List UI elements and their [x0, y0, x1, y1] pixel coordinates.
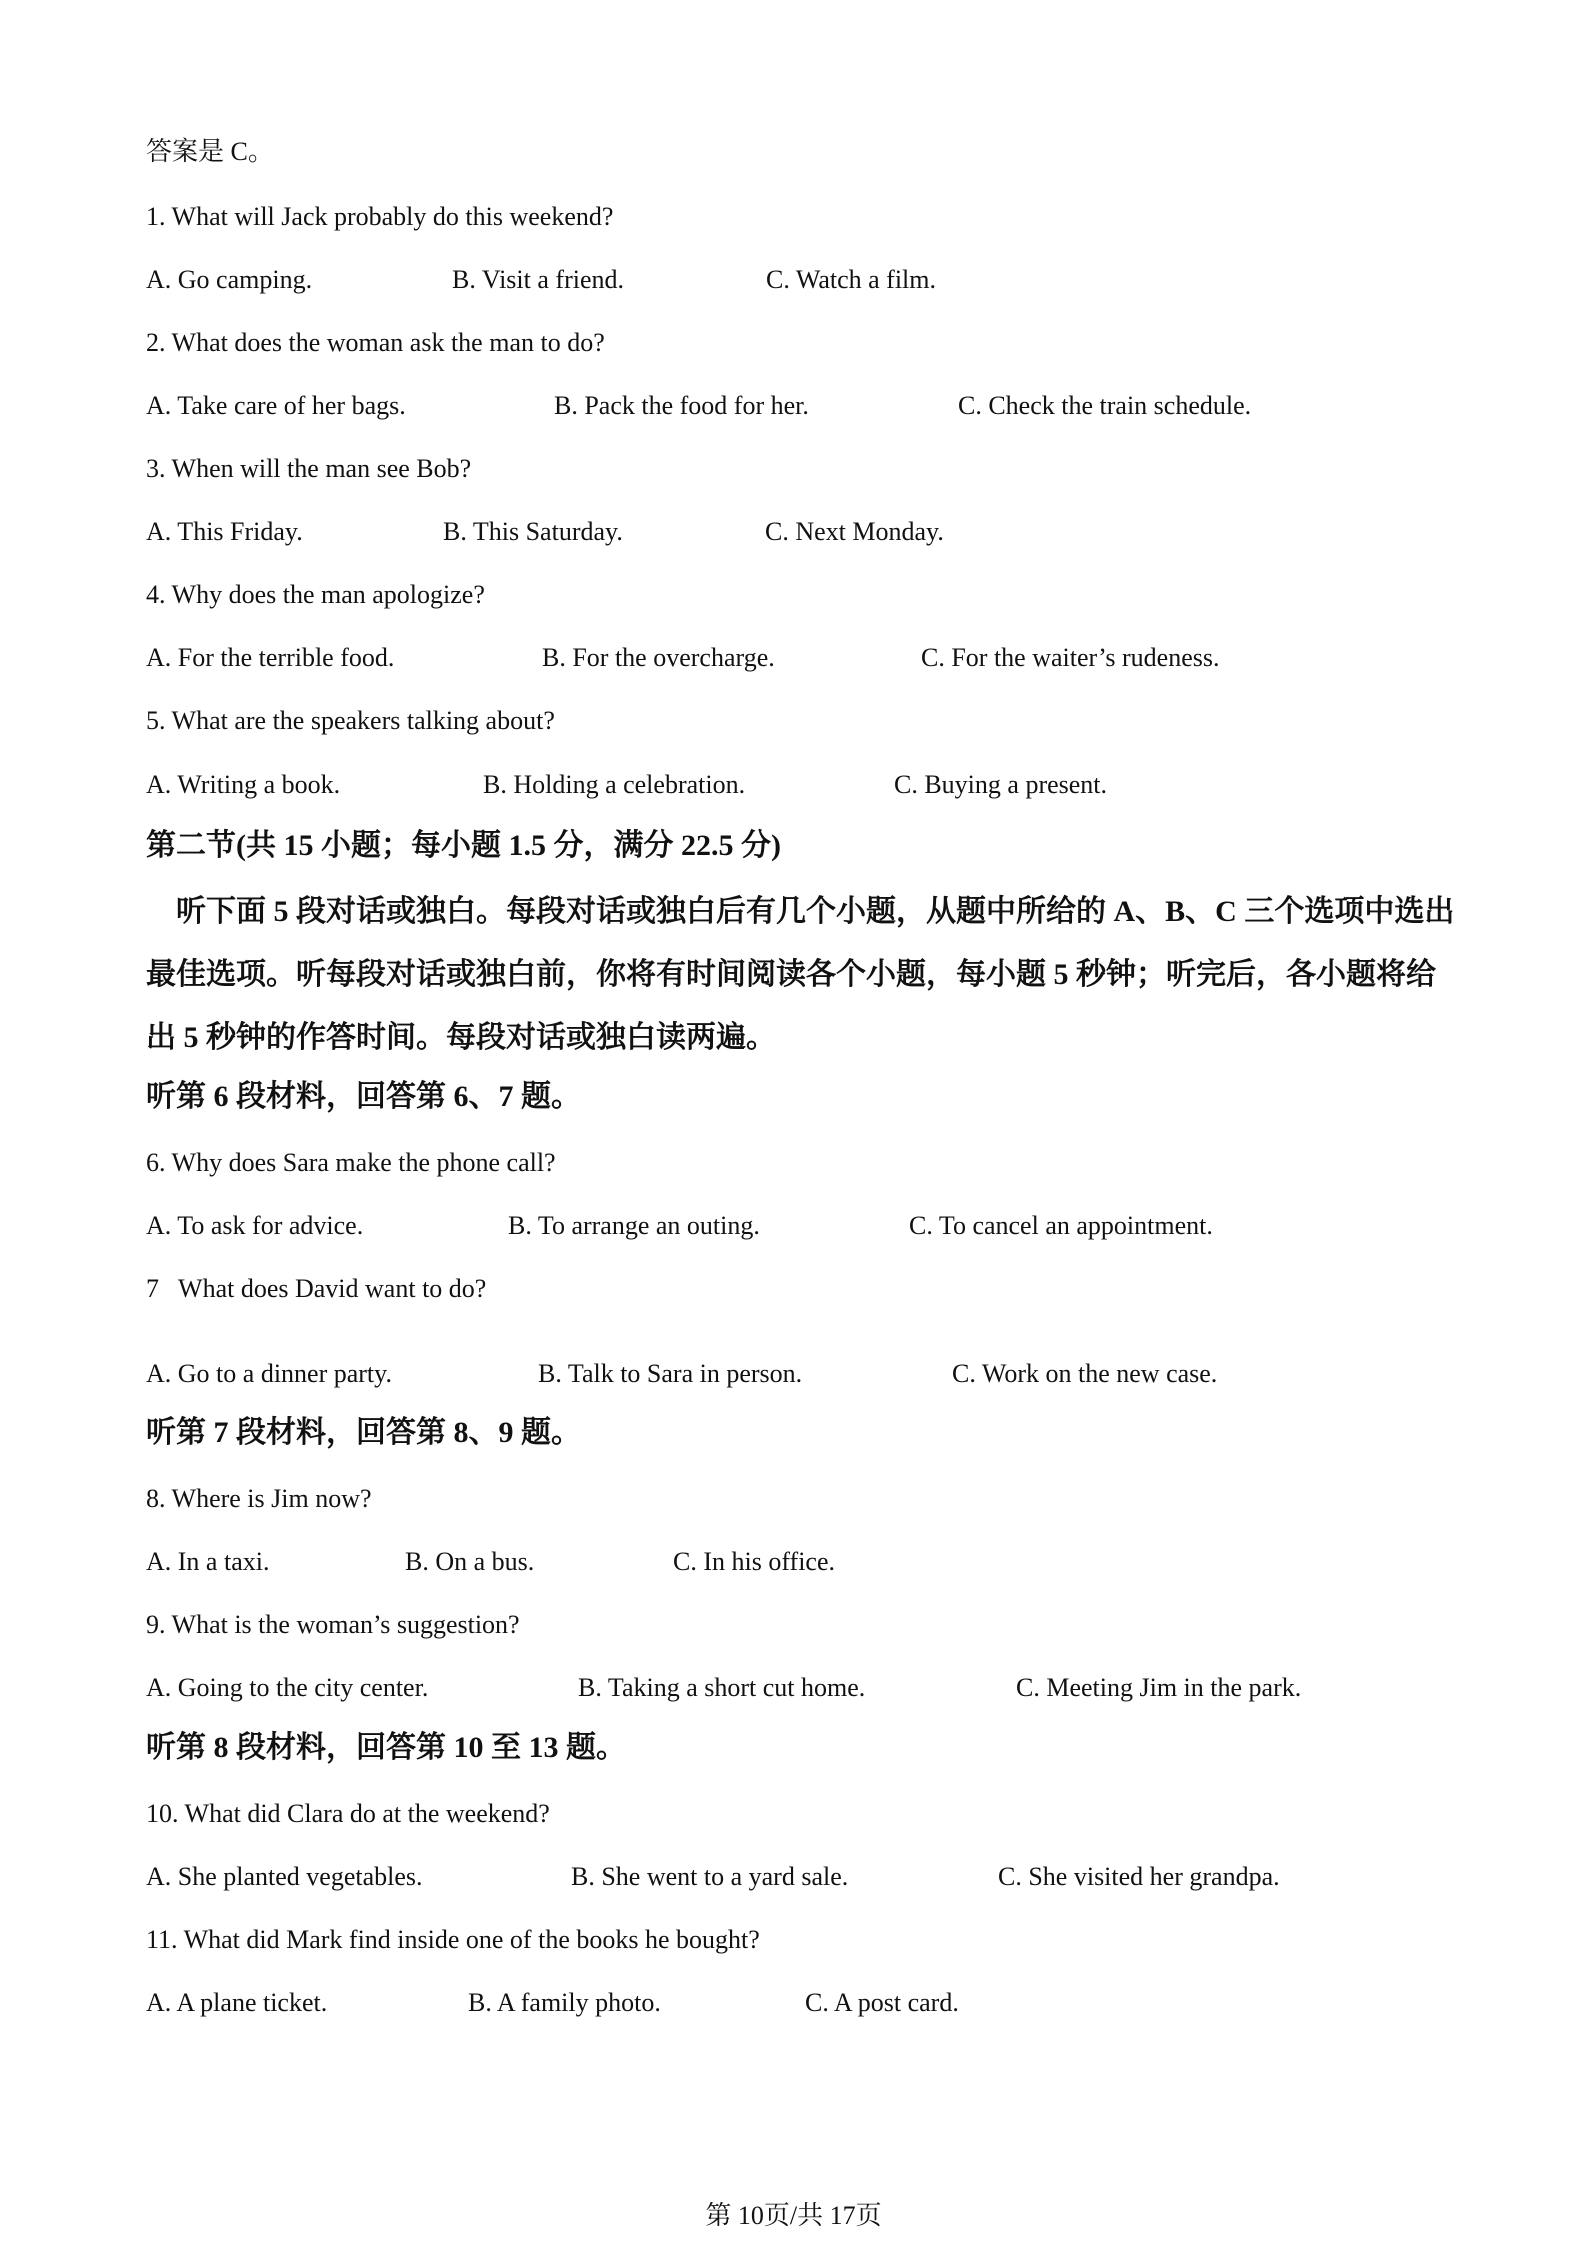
- question-7: 7 What does David want to do?: [146, 1274, 487, 1303]
- option-c: C. To cancel an appointment.: [909, 1211, 1213, 1240]
- page-footer: 第 10页/共 17页: [705, 2201, 882, 2230]
- option-b: B. Visit a friend.: [452, 265, 624, 294]
- option-c: C. A post card.: [805, 1988, 959, 2017]
- option-b: B. This Saturday.: [443, 517, 623, 546]
- option-b: B. For the overcharge.: [542, 643, 775, 672]
- option-c: C. In his office.: [673, 1547, 835, 1576]
- option-a: A. Take care of her bags.: [146, 391, 406, 420]
- material-6-heading: 听第 6 段材料，回答第 6、7 题。: [146, 1080, 581, 1113]
- option-c: C. Meeting Jim in the park.: [1016, 1673, 1302, 1702]
- section2-intro: 听下面 5 段对话或独白。每段对话或独白后有几个小题，从题中所给的 A、B、C 三个选项中选出最佳选项。听每段对话或独白前，你将有时间阅读各个小题，每小题 5 秒钟；听完后，各小题将给出 5 秒钟的作答时间。每段对话或独白读两遍。: [146, 895, 1455, 1054]
- option-b: B. Holding a celebration.: [483, 770, 746, 799]
- option-b: B. A family photo.: [468, 1988, 661, 2017]
- question-9: 9. What is the woman’s suggestion?: [146, 1610, 520, 1639]
- answer-line: 答案是 C。: [146, 137, 274, 166]
- option-a: A. Going to the city center.: [146, 1673, 429, 1702]
- question-2: 2. What does the woman ask the man to do?: [146, 328, 605, 357]
- options-11: [146, 1986, 1446, 2020]
- option-a: A. Go to a dinner party.: [146, 1359, 392, 1388]
- option-b: B. Taking a short cut home.: [578, 1673, 866, 1702]
- option-b: B. On a bus.: [405, 1547, 535, 1576]
- question-10: 10. What did Clara do at the weekend?: [146, 1799, 550, 1828]
- option-c: C. Watch a film.: [766, 265, 937, 294]
- option-c: C. She visited her grandpa.: [998, 1862, 1280, 1891]
- option-c: C. For the waiter’s rudeness.: [921, 643, 1220, 672]
- options-10: [146, 1860, 1446, 1894]
- option-a: A. For the terrible food.: [146, 643, 395, 672]
- question-8: 8. Where is Jim now?: [146, 1484, 372, 1513]
- option-a: A. This Friday.: [146, 517, 303, 546]
- option-c: C. Check the train schedule.: [958, 391, 1252, 420]
- options-5: [146, 768, 1446, 802]
- option-b: B. She went to a yard sale.: [571, 1862, 849, 1891]
- option-a: A. Go camping.: [146, 265, 313, 294]
- options-6: [146, 1209, 1446, 1243]
- option-b: B. Talk to Sara in person.: [538, 1359, 803, 1388]
- option-c: C. Buying a present.: [894, 770, 1108, 799]
- option-a: A. Writing a book.: [146, 770, 341, 799]
- options-2: [146, 389, 1446, 423]
- options-4: [146, 641, 1446, 675]
- options-9: [146, 1671, 1446, 1705]
- option-a: A. She planted vegetables.: [146, 1862, 423, 1891]
- question-4: 4. Why does the man apologize?: [146, 580, 485, 609]
- option-b: B. To arrange an outing.: [508, 1211, 760, 1240]
- option-b: B. Pack the food for her.: [554, 391, 809, 420]
- question-5: 5. What are the speakers talking about?: [146, 706, 555, 735]
- material-7-heading: 听第 7 段材料，回答第 8、9 题。: [146, 1416, 581, 1449]
- question-3: 3. When will the man see Bob?: [146, 454, 472, 483]
- options-1: [146, 263, 1446, 297]
- options-8: [146, 1545, 1446, 1579]
- section2-title: 第二节(共 15 小题；每小题 1.5 分，满分 22.5 分): [146, 829, 781, 862]
- option-c: C. Next Monday.: [765, 517, 944, 546]
- question-1: 1. What will Jack probably do this weekend?: [146, 202, 614, 231]
- options-7: [146, 1357, 1446, 1391]
- material-8-heading: 听第 8 段材料，回答第 10 至 13 题。: [146, 1731, 626, 1764]
- option-a: A. To ask for advice.: [146, 1211, 364, 1240]
- question-6: 6. Why does Sara make the phone call?: [146, 1148, 556, 1177]
- option-a: A. In a taxi.: [146, 1547, 270, 1576]
- question-11: 11. What did Mark find inside one of the books he bought?: [146, 1925, 760, 1954]
- option-c: C. Work on the new case.: [952, 1359, 1218, 1388]
- option-a: A. A plane ticket.: [146, 1988, 328, 2017]
- options-3: [146, 515, 1446, 549]
